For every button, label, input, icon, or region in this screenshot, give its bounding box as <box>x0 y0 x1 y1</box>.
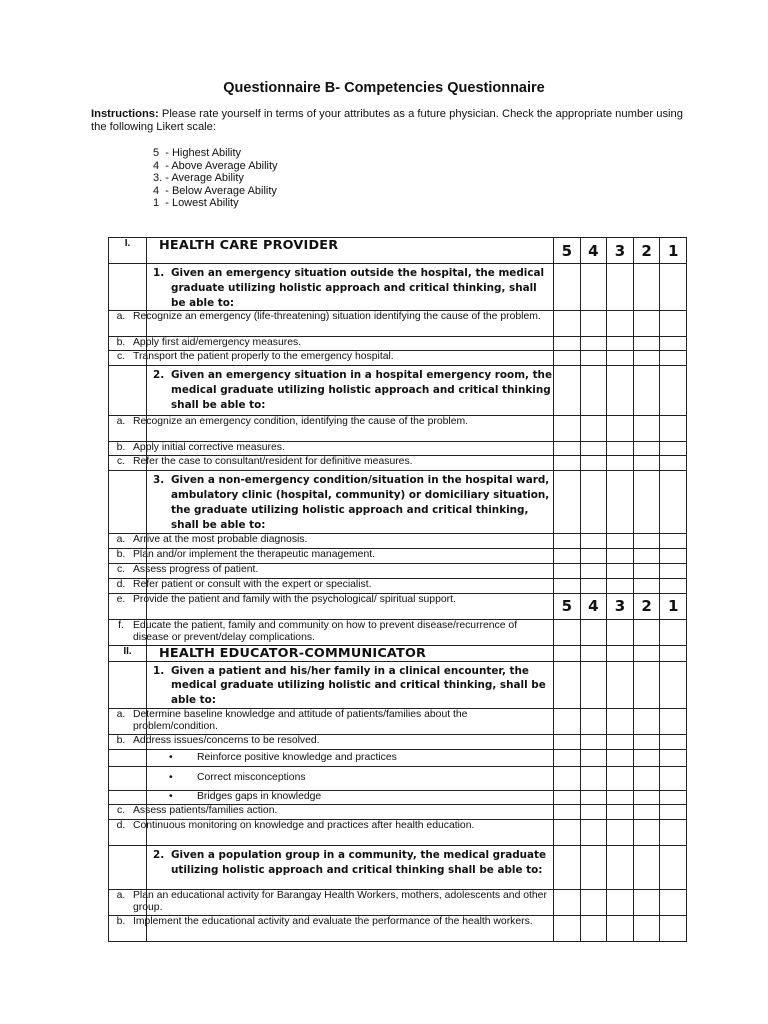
rating-checkbox-2[interactable] <box>633 804 660 819</box>
item-text-cell <box>116 734 554 749</box>
item-text: Transport the patient properly to the emergency hospital. <box>133 351 394 363</box>
bullet-row <box>109 749 687 766</box>
rating-checkbox-1[interactable] <box>660 366 687 416</box>
rating-checkbox-3[interactable] <box>607 915 634 941</box>
item-text: Plan an educational activity for Barangay Health Workers, mothers, adolescents and other group. <box>133 889 547 914</box>
rating-checkbox-2[interactable] <box>633 311 660 337</box>
bullet-label-cell <box>109 790 147 804</box>
item-text-cell <box>116 548 554 563</box>
rating-scale-label: 3 <box>607 593 634 619</box>
rating-checkbox-2[interactable] <box>633 563 660 578</box>
rating-checkbox-3[interactable] <box>607 819 634 845</box>
rating-checkbox-1[interactable] <box>660 845 687 889</box>
bullet-text-cell <box>147 790 554 804</box>
stem-text-cell <box>147 471 554 533</box>
item-text-cell <box>116 578 554 593</box>
item-content <box>116 311 553 323</box>
item-letter: a. <box>116 889 126 901</box>
rating-checkbox-4[interactable] <box>580 456 607 471</box>
rating-checkbox-1[interactable] <box>660 619 687 645</box>
item-row <box>109 708 687 734</box>
item-row <box>109 311 687 337</box>
rating-checkbox-3[interactable] <box>607 264 634 311</box>
rating-checkbox-1[interactable] <box>660 708 687 734</box>
stem-row <box>109 845 687 889</box>
rating-checkbox-1[interactable] <box>660 442 687 456</box>
rating-checkbox-4[interactable] <box>580 845 607 889</box>
rating-checkbox-4[interactable] <box>580 416 607 442</box>
item-text-cell <box>116 915 554 941</box>
item-row <box>109 578 687 593</box>
item-row <box>109 456 687 471</box>
rating-checkbox-4[interactable] <box>580 766 607 790</box>
rating-checkbox-4[interactable] <box>580 442 607 456</box>
item-text: Refer patient or consult with the expert or specialist. <box>133 578 372 590</box>
item-text-cell <box>116 819 554 845</box>
item-row <box>109 889 687 915</box>
rating-checkbox-1[interactable] <box>660 790 687 804</box>
rating-checkbox-1[interactable] <box>660 766 687 790</box>
rating-checkbox-2[interactable] <box>633 456 660 471</box>
rating-checkbox-3[interactable] <box>607 845 634 889</box>
item-text-cell <box>116 337 554 351</box>
item-text-cell <box>116 563 554 578</box>
item-row <box>109 337 687 351</box>
section-title: HEALTH CARE PROVIDER <box>147 238 554 264</box>
stem-content <box>147 368 553 412</box>
rating-checkbox-3[interactable] <box>607 790 634 804</box>
rating-checkbox-1[interactable] <box>660 416 687 442</box>
rating-checkbox-5[interactable] <box>554 578 581 593</box>
rating-checkbox-5[interactable] <box>554 563 581 578</box>
item-content <box>116 804 553 817</box>
stem-row <box>109 264 687 311</box>
rating-checkbox-1[interactable] <box>660 804 687 819</box>
item-text: Assess patients/families action. <box>133 804 278 816</box>
rating-checkbox-5[interactable] <box>554 804 581 819</box>
rating-checkbox-1[interactable] <box>660 889 687 915</box>
item-content <box>116 819 553 832</box>
rating-checkbox-1[interactable] <box>660 915 687 941</box>
item-row <box>109 563 687 578</box>
item-content <box>116 734 553 747</box>
rating-checkbox-3[interactable] <box>607 351 634 366</box>
item-text-cell <box>118 619 554 645</box>
bullet-icon: • <box>169 751 173 763</box>
item-letter: b. <box>116 548 126 560</box>
rating-checkbox-3[interactable] <box>607 533 634 548</box>
item-content <box>116 889 553 914</box>
rating-checkbox-3[interactable] <box>607 337 634 351</box>
rating-checkbox-1[interactable] <box>660 819 687 845</box>
stem-text-cell <box>147 366 554 416</box>
item-text-cell <box>116 311 554 337</box>
item-letter: d. <box>116 578 126 590</box>
rating-scale-label: 2 <box>633 238 660 264</box>
stem-text-cell <box>147 661 554 708</box>
rating-checkbox-2[interactable] <box>633 442 660 456</box>
rating-checkbox-4[interactable] <box>580 734 607 749</box>
stem-label-cell <box>109 845 147 889</box>
stem-label-cell <box>109 366 147 416</box>
bullet-row <box>109 790 687 804</box>
stem-text-cell <box>147 264 554 311</box>
item-text: Determine baseline knowledge and attitude of patients/families about the problem/condition. <box>133 708 468 733</box>
item-content <box>118 619 553 644</box>
item-content <box>116 915 553 928</box>
rating-checkbox-3[interactable] <box>607 366 634 416</box>
item-text-cell <box>116 593 554 619</box>
rating-checkbox-3[interactable] <box>607 578 634 593</box>
stem-text-cell <box>147 845 554 889</box>
stem-text: Given an emergency situation outside the hospital, the medical graduate utilizing holistic approach and critical thinking, shall be able to: <box>171 267 545 309</box>
rating-checkbox-4[interactable] <box>580 533 607 548</box>
stem-row <box>109 366 687 416</box>
rating-checkbox-2[interactable] <box>633 578 660 593</box>
rating-checkbox-5[interactable] <box>554 264 581 311</box>
rating-checkbox-5[interactable] <box>554 790 581 804</box>
rating-checkbox-2[interactable] <box>633 645 660 661</box>
bullet-label-cell <box>109 766 147 790</box>
bullet-icon: • <box>169 791 173 803</box>
item-text: Address issues/concerns to be resolved. <box>133 734 320 746</box>
rating-checkbox-2[interactable] <box>633 533 660 548</box>
item-letter: d. <box>116 819 126 831</box>
rating-checkbox-1[interactable] <box>660 563 687 578</box>
item-text: Educate the patient, family and community on how to prevent disease/recurrence of disease or prevent/delay complications. <box>133 619 518 643</box>
item-content <box>116 351 553 363</box>
item-text-cell <box>116 442 554 456</box>
item-letter: e. <box>116 593 126 605</box>
rating-checkbox-4[interactable] <box>580 708 607 734</box>
rating-checkbox-5[interactable] <box>554 366 581 416</box>
rating-checkbox-2[interactable] <box>633 548 660 563</box>
item-text: Assess progress of patient. <box>133 563 259 575</box>
item-content <box>116 442 553 454</box>
rating-checkbox-2[interactable] <box>633 661 660 708</box>
rating-checkbox-1[interactable] <box>660 456 687 471</box>
rating-scale-label: 1 <box>660 238 687 264</box>
item-letter: c. <box>116 351 126 363</box>
scale-item: 1 - Lowest Ability <box>153 197 239 209</box>
rating-checkbox-3[interactable] <box>607 548 634 563</box>
rating-checkbox-4[interactable] <box>580 471 607 533</box>
rating-checkbox-2[interactable] <box>633 366 660 416</box>
item-row <box>109 351 687 366</box>
rating-checkbox-5[interactable] <box>554 337 581 351</box>
rating-checkbox-4[interactable] <box>580 790 607 804</box>
scale-item: 4 - Below Average Ability <box>153 184 277 197</box>
item-content <box>116 416 553 428</box>
rating-checkbox-3[interactable] <box>607 416 634 442</box>
stem-content <box>147 664 553 708</box>
item-row <box>109 416 687 442</box>
item-content <box>116 578 553 591</box>
stem-text: Given a patient and his/her family in a clinical encounter, the medical graduate utilizing holistic and critical thinking, shall be able to: <box>171 664 546 707</box>
rating-checkbox-4[interactable] <box>580 337 607 351</box>
item-letter: c. <box>116 563 126 575</box>
rating-checkbox-3[interactable] <box>607 804 634 819</box>
item-text-cell <box>116 708 554 734</box>
section-header-row <box>109 645 687 661</box>
rating-checkbox-1[interactable] <box>660 351 687 366</box>
item-letter: b. <box>116 337 126 349</box>
rating-checkbox-5[interactable] <box>554 661 581 708</box>
section-title: HEALTH EDUCATOR-COMMUNICATOR <box>147 645 554 661</box>
rating-checkbox-4[interactable] <box>580 311 607 337</box>
item-content <box>116 456 553 468</box>
rating-checkbox-3[interactable] <box>607 471 634 533</box>
rating-checkbox-4[interactable] <box>580 804 607 819</box>
instructions <box>91 108 691 134</box>
rating-scale-label: 2 <box>633 593 660 619</box>
rating-checkbox-4[interactable] <box>580 819 607 845</box>
rating-checkbox-3[interactable] <box>607 619 634 645</box>
item-text-cell <box>116 889 554 915</box>
rating-checkbox-3[interactable] <box>607 311 634 337</box>
rating-checkbox-1[interactable] <box>660 548 687 563</box>
item-letter: a. <box>116 311 126 323</box>
rating-scale-label: 5 <box>554 238 581 264</box>
likert-scale-list <box>153 147 278 210</box>
item-row <box>109 533 687 548</box>
rating-scale-label: 1 <box>660 593 687 619</box>
item-row <box>109 734 687 749</box>
rating-checkbox-4[interactable] <box>580 563 607 578</box>
item-content <box>116 533 553 546</box>
stem-text: Given a population group in a community, the medical graduate utilizing holistic approach and critical thinking shall be able to: <box>171 848 547 876</box>
rating-checkbox-2[interactable] <box>633 416 660 442</box>
section-header-row <box>109 238 687 264</box>
rating-scale-label: 5 <box>554 593 581 619</box>
item-text-cell <box>116 416 554 442</box>
rating-checkbox-3[interactable] <box>607 661 634 708</box>
rating-checkbox-5[interactable] <box>554 845 581 889</box>
rating-checkbox-4[interactable] <box>580 915 607 941</box>
item-content <box>116 563 553 576</box>
stem-content <box>147 848 553 878</box>
rating-checkbox-4[interactable] <box>580 661 607 708</box>
stem-label-cell <box>109 471 147 533</box>
stem-content <box>147 266 553 310</box>
item-row <box>109 442 687 456</box>
rating-checkbox-1[interactable] <box>660 311 687 337</box>
rating-checkbox-5[interactable] <box>554 456 581 471</box>
rating-checkbox-3[interactable] <box>607 442 634 456</box>
instructions-label: Instructions: <box>91 108 159 120</box>
rating-checkbox-5[interactable] <box>554 708 581 734</box>
item-row <box>109 619 687 645</box>
item-row <box>109 804 687 819</box>
instructions-text: Please rate yourself in terms of your attributes as a future physician. Check the appropriate number using the following Likert scale: <box>91 108 683 133</box>
stem-text: Given an emergency situation in a hospital emergency room, the medical graduate utilizing holistic approach and critical thinking shall be able to: <box>171 369 552 411</box>
rating-checkbox-5[interactable] <box>554 645 581 661</box>
item-letter: b. <box>116 915 126 927</box>
rating-checkbox-2[interactable] <box>633 471 660 533</box>
item-content <box>116 548 553 561</box>
rating-checkbox-2[interactable] <box>633 915 660 941</box>
rating-checkbox-3[interactable] <box>607 734 634 749</box>
rating-checkbox-1[interactable] <box>660 578 687 593</box>
rating-checkbox-5[interactable] <box>554 533 581 548</box>
bullet-text: Bridges gaps in knowledge <box>197 791 322 803</box>
stem-label-cell <box>109 264 147 311</box>
rating-checkbox-5[interactable] <box>554 619 581 645</box>
rating-checkbox-4[interactable] <box>580 578 607 593</box>
rating-checkbox-1[interactable] <box>660 645 687 661</box>
rating-checkbox-5[interactable] <box>554 548 581 563</box>
rating-checkbox-3[interactable] <box>607 645 634 661</box>
item-letter: a. <box>116 533 126 545</box>
bullet-text: Reinforce positive knowledge and practices <box>197 751 397 763</box>
stem-number: 1. <box>153 267 165 279</box>
rating-checkbox-2[interactable] <box>633 337 660 351</box>
rating-checkbox-1[interactable] <box>660 471 687 533</box>
section-numeral: I. <box>109 238 147 264</box>
item-row <box>109 915 687 941</box>
section-numeral: II. <box>109 645 147 661</box>
stem-row <box>109 661 687 708</box>
item-letter: a. <box>116 708 126 720</box>
scale-item: 3. - Average Ability <box>153 172 244 184</box>
rating-checkbox-3[interactable] <box>607 766 634 790</box>
rating-checkbox-4[interactable] <box>580 264 607 311</box>
item-text-cell <box>116 804 554 819</box>
item-text: Refer the case to consultant/resident for definitive measures. <box>133 456 413 468</box>
bullet-content <box>147 752 553 765</box>
rating-checkbox-5[interactable] <box>554 311 581 337</box>
rating-checkbox-5[interactable] <box>554 416 581 442</box>
rating-checkbox-5[interactable] <box>554 889 581 915</box>
item-text: Apply initial corrective measures. <box>133 442 285 454</box>
item-letter: b. <box>116 734 126 746</box>
item-row <box>109 819 687 845</box>
rating-checkbox-1[interactable] <box>660 749 687 766</box>
rating-checkbox-3[interactable] <box>607 456 634 471</box>
stem-content <box>147 473 553 532</box>
rating-checkbox-2[interactable] <box>633 766 660 790</box>
rating-checkbox-5[interactable] <box>554 351 581 366</box>
bullet-text-cell <box>147 766 554 790</box>
item-text: Plan and/or implement the therapeutic management. <box>133 548 376 560</box>
rating-checkbox-1[interactable] <box>660 661 687 708</box>
rating-checkbox-4[interactable] <box>580 619 607 645</box>
item-letter: a. <box>116 416 126 428</box>
item-text: Recognize an emergency condition, identifying the cause of the problem. <box>133 416 469 428</box>
rating-checkbox-5[interactable] <box>554 471 581 533</box>
item-text: Arrive at the most probable diagnosis. <box>133 533 308 545</box>
bullet-icon: • <box>169 772 173 784</box>
rating-checkbox-3[interactable] <box>607 889 634 915</box>
item-content <box>116 337 553 349</box>
bullet-content <box>147 791 553 804</box>
item-text-cell <box>116 456 554 471</box>
rating-checkbox-5[interactable] <box>554 749 581 766</box>
rating-checkbox-2[interactable] <box>633 708 660 734</box>
rating-checkbox-4[interactable] <box>580 548 607 563</box>
rating-checkbox-4[interactable] <box>580 351 607 366</box>
rating-checkbox-2[interactable] <box>633 619 660 645</box>
item-text: Recognize an emergency (life-threatening) situation identifying the cause of the problem. <box>133 311 541 323</box>
item-letter: f. <box>118 619 124 631</box>
rating-checkbox-3[interactable] <box>607 749 634 766</box>
item-text: Continuous monitoring on knowledge and practices after health education. <box>133 819 475 831</box>
rating-checkbox-5[interactable] <box>554 915 581 941</box>
rating-checkbox-5[interactable] <box>554 819 581 845</box>
rating-checkbox-1[interactable] <box>660 264 687 311</box>
rating-checkbox-3[interactable] <box>607 708 634 734</box>
stem-number: 1. <box>153 664 165 677</box>
rating-checkbox-4[interactable] <box>580 889 607 915</box>
scale-item: 4 - Above Average Ability <box>153 159 278 172</box>
bullet-content <box>147 772 553 785</box>
rating-checkbox-2[interactable] <box>633 734 660 749</box>
rating-checkbox-2[interactable] <box>633 889 660 915</box>
rating-checkbox-2[interactable] <box>633 749 660 766</box>
rating-checkbox-5[interactable] <box>554 734 581 749</box>
item-text: Implement the educational activity and evaluate the performance of the health workers. <box>133 915 533 927</box>
stem-label-cell <box>109 661 147 708</box>
rating-checkbox-4[interactable] <box>580 645 607 661</box>
rating-checkbox-2[interactable] <box>633 819 660 845</box>
rating-checkbox-4[interactable] <box>580 749 607 766</box>
stem-number: 3. <box>153 474 165 487</box>
stem-number: 2. <box>153 369 165 382</box>
item-letter: c. <box>116 456 126 468</box>
item-text-cell <box>116 533 554 548</box>
scale-item: 5 - Highest Ability <box>153 147 242 159</box>
bullet-text-cell <box>147 749 554 766</box>
rating-checkbox-1[interactable] <box>660 337 687 351</box>
item-text: Apply first aid/emergency measures. <box>133 337 302 349</box>
rating-checkbox-5[interactable] <box>554 766 581 790</box>
competencies-table <box>108 237 687 942</box>
rating-checkbox-2[interactable] <box>633 790 660 804</box>
item-content <box>116 593 553 606</box>
item-row <box>109 593 687 619</box>
rating-scale-label: 3 <box>607 238 634 264</box>
item-row <box>109 548 687 563</box>
rating-checkbox-2[interactable] <box>633 264 660 311</box>
stem-text: Given a non-emergency condition/situation in the hospital ward, ambulatory clinic (hospital, community) or domiciliary situation, the graduate utilizing holistic approach and critical thinking, shall be able to: <box>171 474 550 531</box>
rating-checkbox-2[interactable] <box>633 845 660 889</box>
page-title: Questionnaire B- Competencies Questionnaire <box>223 80 545 96</box>
rating-checkbox-3[interactable] <box>607 563 634 578</box>
item-letter: c. <box>116 804 126 816</box>
stem-number: 2. <box>153 848 165 861</box>
bullet-label-cell <box>109 749 147 766</box>
stem-row <box>109 471 687 533</box>
item-text-cell <box>116 351 554 366</box>
item-content <box>116 708 553 733</box>
rating-checkbox-1[interactable] <box>660 533 687 548</box>
rating-checkbox-4[interactable] <box>580 366 607 416</box>
item-text: Provide the patient and family with the psychological/ spiritual support. <box>133 593 456 605</box>
rating-checkbox-2[interactable] <box>633 351 660 366</box>
item-letter: b. <box>116 442 126 454</box>
bullet-row <box>109 766 687 790</box>
rating-scale-label: 4 <box>580 238 607 264</box>
bullet-text: Correct misconceptions <box>197 772 306 784</box>
rating-scale-label: 4 <box>580 593 607 619</box>
rating-checkbox-1[interactable] <box>660 734 687 749</box>
rating-checkbox-5[interactable] <box>554 442 581 456</box>
